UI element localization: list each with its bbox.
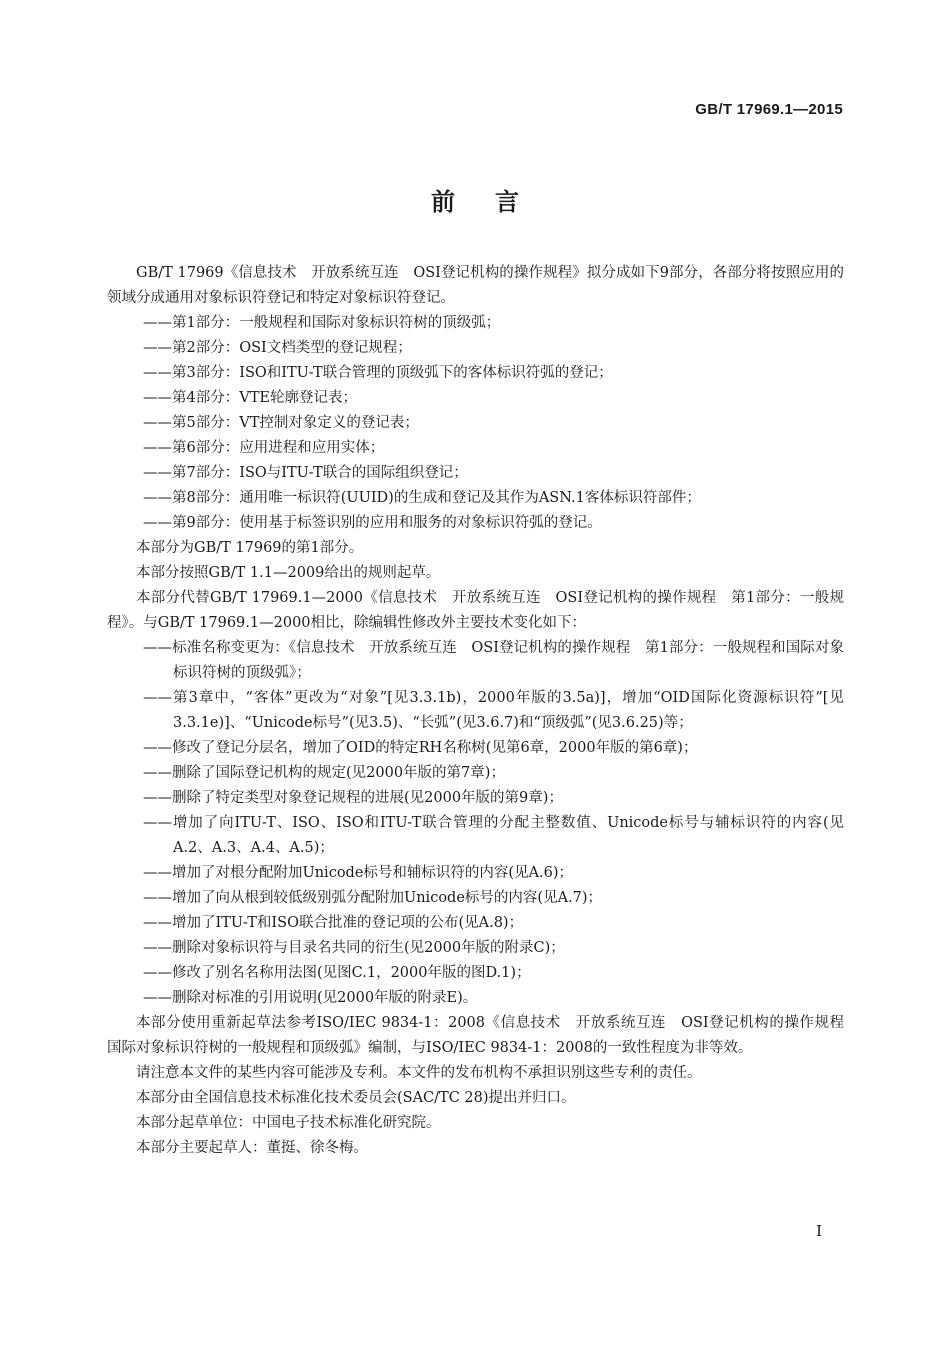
list-item: ——第9部分：使用基于标签识别的应用和服务的对象标识符弧的登记。 bbox=[143, 515, 602, 531]
paragraph: 本部分按照GB/T 1.1—2009给出的规则起草。 bbox=[136, 565, 441, 581]
list-item: ——删除对象标识符与目录名共同的衍生(见2000年版的附录C)； bbox=[143, 940, 565, 956]
paragraph: 本部分起草单位：中国电子技术标准化研究院。 bbox=[136, 1115, 441, 1131]
list-item: ——第1部分：一般规程和国际对象标识符树的顶级弧； bbox=[143, 315, 501, 331]
paragraph: 本部分为GB/T 17969的第1部分。 bbox=[136, 540, 364, 556]
list-item: ——第8部分：通用唯一标识符(UUID)的生成和登记及其作为ASN.1客体标识符部件； bbox=[143, 490, 701, 506]
list-item: ——第5部分：VT控制对象定义的登记表； bbox=[143, 415, 419, 431]
paragraph: GB/T 17969《信息技术 开放系统互连 OSI登记机构的操作规程》拟分成如下9部分，各部分将按照应用的领域分成通用对象标识符登记和特定对象标识符登记。 bbox=[107, 265, 844, 306]
list-item: ——修改了登记分层名，增加了OID的特定RH名称树(见第6章，2000年版的第6章)； bbox=[143, 740, 698, 756]
foreword-body bbox=[107, 261, 859, 1161]
list-item: ——增加了ITU-T和ISO联合批准的登记项的公布(见A.8)； bbox=[143, 915, 524, 931]
list-item: ——标准名称变更为：《信息技术 开放系统互连 OSI登记机构的操作规程 第1部分：一般规程和国际对象标识符树的顶级弧》； bbox=[143, 640, 844, 681]
list-item: ——增加了对根分配附加Unicode标号和辅标识符的内容(见A.6)； bbox=[143, 865, 574, 881]
paragraph: 本部分使用重新起草法参考ISO/IEC 9834-1：2008《信息技术 开放系统互连 OSI登记机构的操作规程 国际对象标识符树的一般规程和顶级弧》编制，与ISO/IEC 9834-1：2008的一致性程度为非等效。 bbox=[107, 1015, 859, 1056]
list-item: ——第6部分：应用进程和应用实体； bbox=[143, 440, 385, 456]
list-item: ——第2部分：OSI文档类型的登记规程； bbox=[143, 340, 412, 356]
list-item: ——第7部分：ISO与ITU-T联合的国际组织登记； bbox=[143, 465, 468, 481]
paragraph: 本部分由全国信息技术标准化技术委员会(SAC/TC 28)提出并归口。 bbox=[136, 1090, 576, 1106]
list-item: ——删除了国际登记机构的规定(见2000年版的第7章)； bbox=[143, 765, 505, 781]
list-item: ——删除对标准的引用说明(见2000年版的附录E)。 bbox=[143, 990, 478, 1006]
list-item: ——增加了向ITU-T、ISO、ISO和ITU-T联合管理的分配主整数值、Unicode标号与辅标识符的内容(见A.2、A.3、A.4、A.5)； bbox=[143, 815, 844, 856]
list-item: ——删除了特定类型对象登记规程的进展(见2000年版的第9章)； bbox=[143, 790, 563, 806]
list-item: ——第4部分：VTE轮廓登记表； bbox=[143, 390, 357, 406]
paragraph: 本部分代替GB/T 17969.1—2000《信息技术 开放系统互连 OSI登记机构的操作规程 第1部分：一般规程》。与GB/T 17969.1—2000相比，除编辑性修改外主要技术变化如下： bbox=[107, 590, 844, 631]
list-item: ——第3部分：ISO和ITU-T联合管理的顶级弧下的客体标识符弧的登记； bbox=[143, 365, 613, 381]
list-item: ——增加了向从根到较低级别弧分配附加Unicode标号的内容(见A.7)； bbox=[143, 890, 603, 906]
list-item: ——第3章中，“客体”更改为“对象”[见3.3.1b)，2000年版的3.5a)]，增加“OID国际化资源标识符”[见3.3.1e)]、“Unicode标号”(见3.5)、“长弧”(见3.6.7)和“顶级弧”(见3.6.25)等； bbox=[143, 690, 844, 731]
paragraph: 请注意本文件的某些内容可能涉及专利。本文件的发布机构不承担识别这些专利的责任。 bbox=[136, 1065, 702, 1081]
page-title: 前言 bbox=[431, 188, 559, 216]
paragraph: 本部分主要起草人：董挺、徐冬梅。 bbox=[136, 1140, 368, 1156]
standard-number: GB/T 17969.1—2015 bbox=[695, 101, 843, 118]
page-number: I bbox=[816, 1222, 822, 1240]
list-item: ——修改了别名名称用法图(见图C.1，2000年版的图D.1)； bbox=[143, 965, 531, 981]
